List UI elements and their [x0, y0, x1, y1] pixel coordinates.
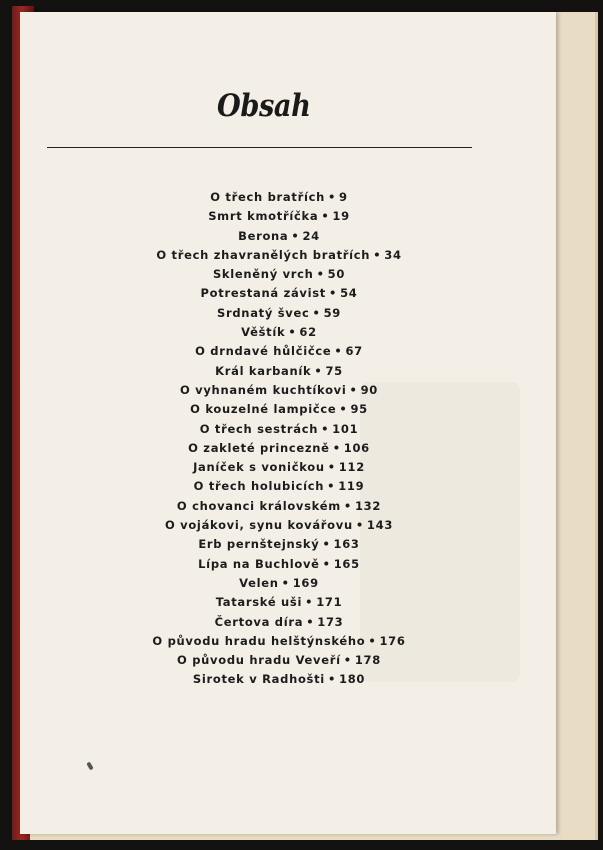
title-divider	[47, 147, 472, 148]
toc-entry-separator: •	[281, 575, 290, 590]
toc-entry-separator: •	[321, 421, 330, 436]
toc-entry-page-number: 163	[333, 537, 360, 552]
toc-entry-page-number: 169	[292, 575, 319, 590]
toc-entry-separator: •	[343, 498, 352, 513]
toc-entry-title: Sirotek v Radhošti	[192, 672, 325, 687]
toc-entry-title: O třech sestrách	[199, 421, 319, 436]
toc-entry-page-number: 171	[316, 595, 343, 610]
toc-entry	[44, 246, 514, 265]
toc-entry	[44, 304, 514, 323]
toc-entry-title: Berona	[238, 228, 289, 243]
toc-entry	[44, 651, 514, 670]
toc-entry-separator: •	[327, 479, 336, 494]
toc-entry-page-number: 119	[338, 479, 365, 494]
toc-entry-separator: •	[343, 653, 352, 668]
toc-entry-title: O vojákovi, synu kovářovu	[164, 518, 353, 533]
table-of-contents	[44, 188, 514, 690]
toc-entry-separator: •	[321, 209, 330, 224]
toc-entry-title: Lípa na Buchlově	[198, 556, 320, 571]
toc-entry-title: Tatarské uši	[215, 595, 303, 610]
toc-entry	[44, 516, 514, 535]
toc-entry-page-number: 143	[366, 518, 394, 533]
toc-entry-page-number: 101	[332, 421, 359, 436]
toc-entry-page-number: 95	[350, 402, 368, 417]
toc-entry-title: O chovanci královském	[176, 498, 341, 513]
toc-entry	[44, 477, 514, 496]
toc-entry-page-number: 67	[345, 344, 363, 359]
toc-entry-separator: •	[322, 537, 331, 552]
toc-entry-separator: •	[373, 247, 382, 262]
toc-entry-separator: •	[316, 267, 325, 282]
toc-entry-separator: •	[288, 325, 297, 340]
toc-entry-title: Srdnatý švec	[217, 305, 310, 320]
toc-entry-separator: •	[332, 440, 341, 455]
toc-entry-page-number: 178	[354, 653, 381, 668]
toc-entry-title: O vyhnaném kuchtíkovi	[179, 382, 347, 397]
toc-entry	[44, 555, 514, 574]
toc-entry	[44, 362, 514, 381]
toc-entry-page-number: 34	[384, 247, 402, 262]
toc-entry-title: Čertova díra	[214, 614, 304, 629]
toc-entry	[44, 439, 514, 458]
toc-entry	[44, 574, 514, 593]
page-title: Obsah	[217, 88, 311, 124]
toc-entry-title: Erb pernštejnský	[198, 537, 320, 552]
toc-entry-page-number: 112	[338, 460, 365, 475]
toc-entry-page-number: 24	[302, 228, 320, 243]
toc-entry	[44, 420, 514, 439]
toc-entry-separator: •	[355, 518, 364, 533]
toc-entry	[44, 207, 514, 226]
toc-entry	[44, 188, 514, 207]
toc-entry	[44, 632, 514, 651]
toc-entry-page-number: 176	[379, 633, 406, 648]
toc-entry-title: O původu hradu Veveří	[177, 653, 341, 668]
toc-entry-page-number: 106	[343, 440, 370, 455]
toc-entry-page-number: 165	[333, 556, 360, 571]
toc-entry-page-number: 62	[299, 325, 317, 340]
toc-entry-page-number: 19	[332, 209, 350, 224]
toc-entry-separator: •	[329, 286, 338, 301]
toc-entry-title: O třech bratřích	[210, 190, 325, 204]
toc-entry-title: O třech zhavranělých bratřích	[156, 247, 371, 262]
toc-entry	[44, 458, 514, 477]
toc-entry	[44, 227, 514, 246]
toc-entry	[44, 342, 514, 361]
toc-entry	[44, 381, 514, 400]
toc-entry-title: Smrt kmotříčka	[208, 209, 319, 224]
toc-entry-separator: •	[368, 633, 377, 648]
toc-entry-page-number: 180	[339, 672, 366, 687]
toc-entry-page-number: 75	[325, 363, 343, 378]
toc-entry-page-number: 59	[323, 305, 341, 320]
toc-entry-separator: •	[322, 556, 331, 571]
toc-entry	[44, 400, 514, 419]
toc-entry-separator: •	[291, 228, 300, 243]
toc-entry	[44, 593, 514, 612]
toc-entry-separator: •	[349, 382, 358, 397]
toc-entry-page-number: 173	[317, 614, 344, 629]
toc-entry-title: O drndavé hůlčičce	[195, 344, 332, 359]
toc-entry-title: O zakleté princezně	[188, 440, 330, 455]
toc-entry-title: Potrestaná závist	[200, 286, 327, 301]
toc-entry-page-number: 132	[354, 498, 382, 513]
toc-entry-page-number: 9	[339, 190, 348, 204]
toc-entry-title: Věštík	[241, 325, 286, 340]
toc-entry-title: O původu hradu helštýnského	[152, 633, 366, 648]
toc-entry-page-number: 90	[360, 382, 378, 397]
ink-speck	[86, 762, 93, 771]
toc-entry	[44, 670, 514, 689]
toc-entry-title: Skleněný vrch	[212, 267, 314, 282]
toc-entry-title: O třech holubicích	[193, 479, 325, 494]
toc-entry-title: Král karbaník	[215, 363, 312, 378]
toc-entry-separator: •	[327, 190, 337, 204]
toc-entry-separator: •	[327, 460, 336, 475]
toc-entry	[44, 284, 514, 303]
toc-entry-title: Janíček s voničkou	[193, 460, 325, 475]
toc-entry	[44, 323, 514, 342]
toc-entry	[44, 613, 514, 632]
toc-entry-separator: •	[305, 595, 314, 610]
toc-entry-separator: •	[314, 363, 323, 378]
toc-entry-separator: •	[327, 672, 337, 687]
toc-entry-separator: •	[312, 305, 321, 320]
toc-entry	[44, 535, 514, 554]
toc-entry-title: O kouzelné lampičce	[190, 402, 337, 417]
toc-entry-page-number: 50	[327, 267, 346, 282]
toc-entry	[44, 265, 514, 284]
toc-entry-title: Velen	[239, 575, 279, 590]
contents-page	[20, 12, 556, 834]
toc-entry-page-number: 54	[340, 286, 358, 301]
toc-entry-separator: •	[306, 614, 315, 629]
toc-entry	[44, 497, 514, 516]
toc-entry-separator: •	[339, 402, 348, 417]
toc-entry-separator: •	[334, 344, 343, 359]
